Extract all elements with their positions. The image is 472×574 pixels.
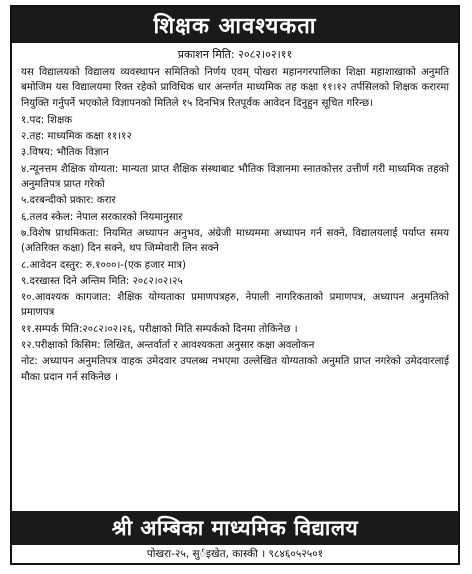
vacancy-notice	[10, 5, 460, 565]
requirement-list	[21, 113, 449, 385]
school-banner	[12, 511, 458, 545]
list-item: ४.न्यूनत्तम शैक्षिक योग्यता: मान्यता प्राप्त शैक्षिक संस्थाबाट भौतिक विज्ञानमा स्नातकोत्तर उत्तीर्ण गरी माध्यमिक तहको अनुमतिपत्र प्राप्त गरेको	[21, 163, 449, 191]
list-item: १.पद: शिक्षक	[21, 114, 73, 126]
school-address: पोखरा-२५, सुर्इखेत, कास्की । ९८४६०५२५०१	[12, 545, 458, 563]
list-item: ७.विशेष प्राथमिकता: नियमित अध्यापन अनुभव, अंग्रेजी माध्यममा अध्यापन गर्न सक्ने, विद्यालयलाई पर्याप्त समय (अतिरिक्त कक्षा) दिन सक्ने, थप जिम्मेवारी लिन सक्ने	[21, 227, 449, 255]
school-name: श्री अम्बिका माध्यमिक विद्यालय	[111, 516, 359, 540]
note-item: नोट: अध्यापन अनुमतिपत्र वाहक उमेदवार उपलब्ध नभएमा उल्लेखित योग्यताको अनुमति प्राप्त नगरेको उमेदवारलाई मौका प्रदान गर्न सकिनेछ ।	[21, 356, 449, 383]
list-item: ५.दरबन्दीको प्रकार: करार	[21, 195, 116, 207]
notice-title: शिक्षक आवश्यकता	[153, 14, 317, 39]
publish-date: प्रकाशन मिति: २०८२।०२।११	[177, 48, 293, 61]
list-item: १२.परीक्षाको किसिम: लिखित, अन्तर्वार्ता र आवश्यकता अनुसार कक्षा अवलोकन	[21, 340, 315, 352]
list-item: ३.विषय: भौतिक विज्ञान	[21, 147, 109, 159]
list-item: ८.आवेदन दस्तुर: रु.१०००।-(एक हजार मात्र)	[21, 259, 186, 271]
notice-intro: यस विद्यालयको विद्यालय व्यवस्थापन समितिको निर्णय एवम् पोखरा महानगरपालिका शिक्षा महाशाखाको अनुमति बमोजिम यस विद्यालयमा रिक्त रहेको प्राविधिक धार अन्तर्गत माध्यमिक तह कक्षा ११।१२ तर्पसिलको शिक्षक करारमा नियुक्ति गर्नुपर्ने भएकोले विज्ञापनको मितिले १५ दिनभित्र रितपूर्वक आवेदन दिनुहुन सूचित गरिन्छ।	[21, 67, 449, 109]
list-item: २.तह: माध्यमिक कक्षा ११।१२	[21, 131, 132, 143]
list-item: ९.दरखास्त दिने अन्तिम मिति: २०८२।०२।२५	[21, 275, 183, 287]
list-item: ११.सम्पर्क मिति:२०८२।०२।२६, परीक्षाको मिति सम्पर्कको दिनमा तोकिनेछ ।	[21, 323, 298, 335]
notice-header	[12, 7, 458, 43]
list-item: १०.आवश्यक कागजात: शैक्षिक योग्यताका प्रमाणपत्रहरु, नेपाली नागरिकताको प्रमाणपत्र, अध्यापन अनुमतिको प्रमाणपत्र	[21, 292, 449, 319]
notice-footer	[12, 511, 458, 563]
notice-body	[12, 65, 458, 385]
list-item: ६.तलव स्केल: नेपाल सरकारको नियमानुसार	[21, 211, 183, 223]
